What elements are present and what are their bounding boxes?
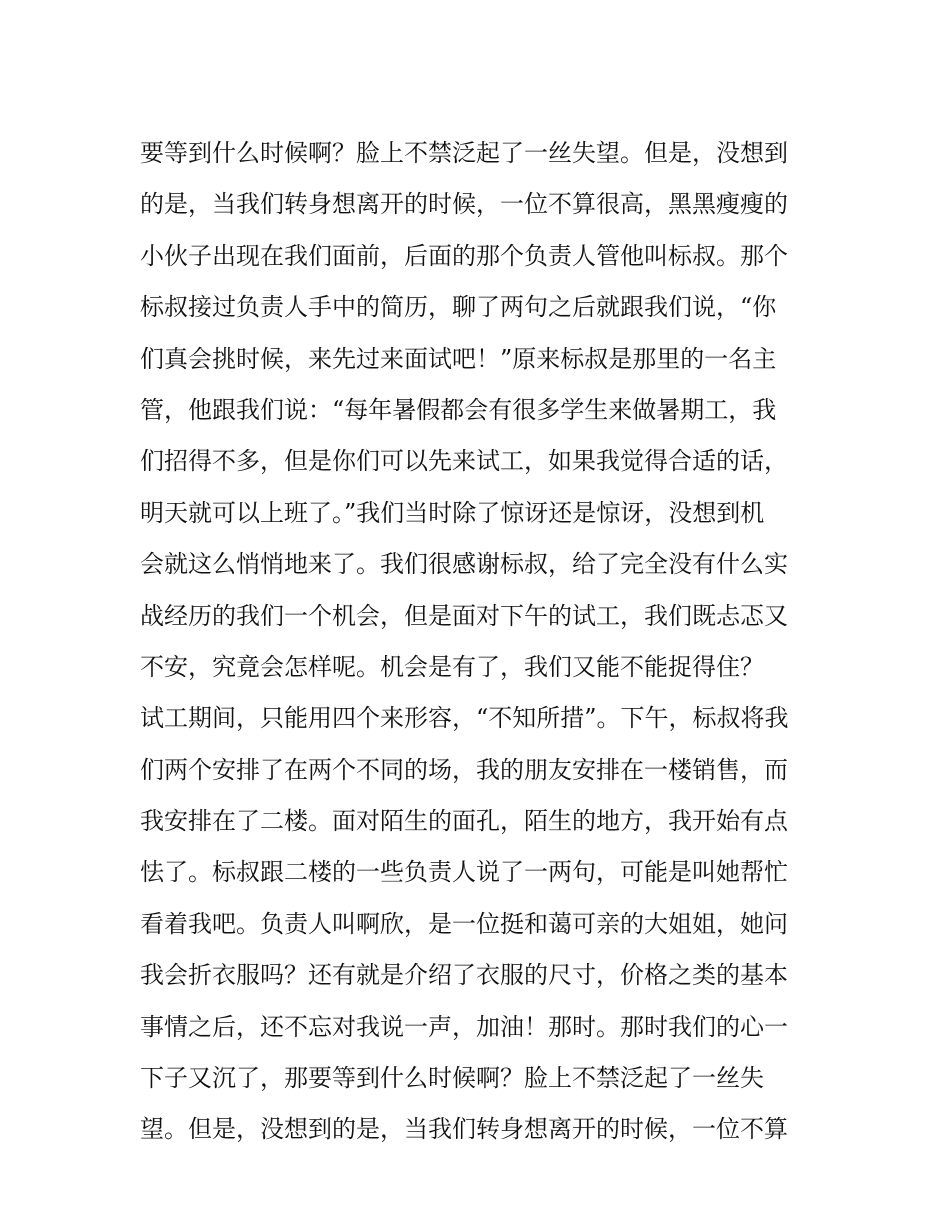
text-line: 怯了。标叔跟二楼的一些负责人说了一两句，可能是叫她帮忙 [140, 858, 788, 887]
text-line: 管，他跟我们说：“每年暑假都会有很多学生来做暑期工，我 [140, 395, 777, 424]
text-line: 小伙子出现在我们面前，后面的那个负责人管他叫标叔。那个 [140, 241, 788, 270]
text-line: 会就这么悄悄地来了。我们很感谢标叔，给了完全没有什么实 [140, 550, 788, 579]
text-line: 看着我吧。负责人叫啊欣，是一位挺和蔼可亲的大姐姐，她问 [140, 909, 788, 938]
text-line: 们真会挑时候，来先过来面试吧！”原来标叔是那里的一名主 [140, 344, 777, 373]
text-line: 们招得不多，但是你们可以先来试工，如果我觉得合适的话， [140, 447, 788, 476]
text-line: 我安排在了二楼。面对陌生的面孔，陌生的地方，我开始有点 [140, 807, 788, 836]
text-line: 明天就可以上班了。”我们当时除了惊讶还是惊讶，没想到机 [140, 498, 765, 527]
text-line: 事情之后，还不忘对我说一声，加油！那时。那时我们的心一 [140, 1012, 788, 1041]
text-line: 们两个安排了在两个不同的场，我的朋友安排在一楼销售，而 [140, 755, 788, 784]
text-line: 不安，究竟会怎样呢。机会是有了，我们又能不能捉得住？ [140, 652, 764, 681]
body-text [140, 128, 830, 1156]
text-line: 我会折衣服吗？还有就是介绍了衣服的尺寸，价格之类的基本 [140, 961, 788, 990]
text-line: 的是，当我们转身想离开的时候，一位不算很高，黑黑瘦瘦的 [140, 190, 788, 219]
text-line: 望。但是，没想到的是，当我们转身想离开的时候，一位不算 [140, 1115, 788, 1144]
text-line: 要等到什么时候啊？脸上不禁泛起了一丝失望。但是，没想到 [140, 139, 788, 167]
text-line: 试工期间，只能用四个来形容，“不知所措”。下午，标叔将我 [140, 704, 789, 733]
text-line: 标叔接过负责人手中的简历，聊了两句之后就跟我们说，“你 [140, 293, 777, 322]
text-line: 下子又沉了，那要等到什么时候啊？脸上不禁泛起了一丝失 [140, 1064, 764, 1093]
text-line: 战经历的我们一个机会，但是面对下午的试工，我们既忐忑又 [140, 601, 788, 630]
